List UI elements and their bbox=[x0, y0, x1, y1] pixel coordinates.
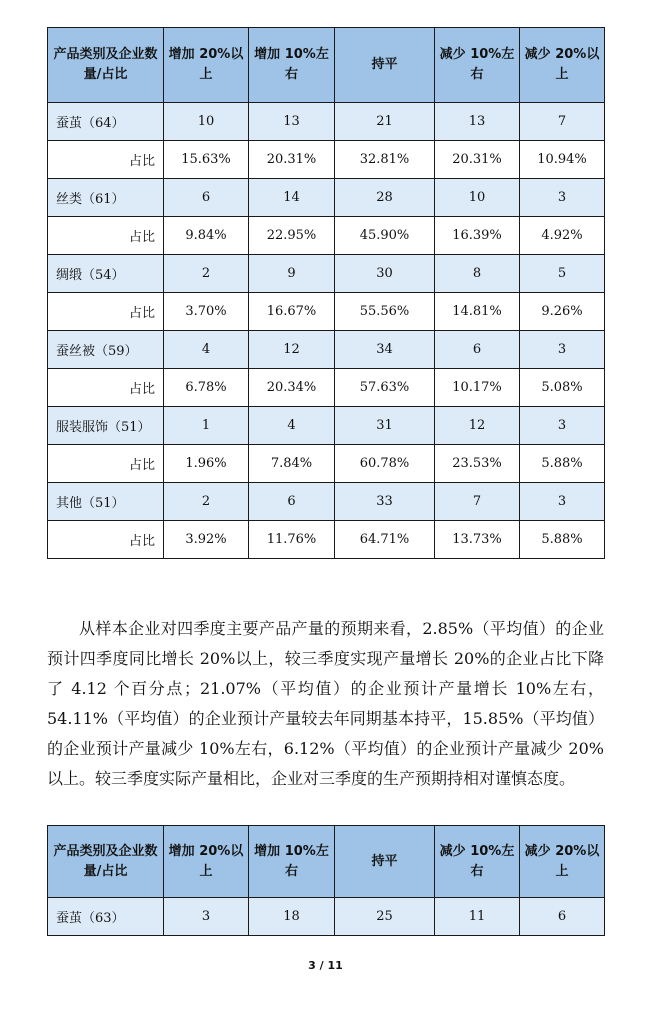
table-row bbox=[48, 445, 605, 483]
table-cell: 4 bbox=[164, 331, 249, 369]
table-cell: 32.81% bbox=[335, 141, 435, 179]
row-label: 绸缎（54） bbox=[48, 255, 164, 293]
table-cell: 5 bbox=[520, 255, 605, 293]
table-cell: 14 bbox=[249, 179, 335, 217]
table-cell: 12 bbox=[249, 331, 335, 369]
table-cell: 34 bbox=[335, 331, 435, 369]
table-row bbox=[48, 369, 605, 407]
table-cell: 64.71% bbox=[335, 521, 435, 559]
header-increase-20: 增加 20%以上 bbox=[164, 826, 249, 898]
table-cell: 7 bbox=[520, 103, 605, 141]
row-label: 蚕丝被（59） bbox=[48, 331, 164, 369]
table-row bbox=[48, 293, 605, 331]
table-cell: 3 bbox=[520, 179, 605, 217]
table-cell: 9.84% bbox=[164, 217, 249, 255]
table-cell: 9 bbox=[249, 255, 335, 293]
table-cell: 33 bbox=[335, 483, 435, 521]
table-cell: 60.78% bbox=[335, 445, 435, 483]
table-cell: 30 bbox=[335, 255, 435, 293]
table-cell: 3.92% bbox=[164, 521, 249, 559]
table-cell: 20.34% bbox=[249, 369, 335, 407]
table-cell: 3 bbox=[520, 331, 605, 369]
header-flat: 持平 bbox=[335, 826, 435, 898]
table-cell: 4.92% bbox=[520, 217, 605, 255]
table-cell: 57.63% bbox=[335, 369, 435, 407]
table-cell: 28 bbox=[335, 179, 435, 217]
table-row bbox=[48, 141, 605, 179]
table-cell: 6.78% bbox=[164, 369, 249, 407]
product-forecast-table-1 bbox=[47, 27, 605, 559]
row-label: 蚕茧（63） bbox=[48, 898, 164, 936]
page-number: 3 / 11 bbox=[308, 959, 343, 972]
header-decrease-20: 减少 20%以上 bbox=[520, 826, 605, 898]
table-row bbox=[48, 407, 605, 445]
table-cell: 1 bbox=[164, 407, 249, 445]
table-cell: 9.26% bbox=[520, 293, 605, 331]
table-cell: 21 bbox=[335, 103, 435, 141]
table-cell: 45.90% bbox=[335, 217, 435, 255]
header-decrease-20: 减少 20%以上 bbox=[520, 28, 605, 103]
table-cell: 12 bbox=[435, 407, 520, 445]
table-cell: 3.70% bbox=[164, 293, 249, 331]
table-cell: 13 bbox=[435, 103, 520, 141]
header-category: 产品类别及企业数量/占比 bbox=[48, 28, 164, 103]
table-cell: 8 bbox=[435, 255, 520, 293]
header-flat: 持平 bbox=[335, 28, 435, 103]
row-label: 蚕茧（64） bbox=[48, 103, 164, 141]
table-row bbox=[48, 217, 605, 255]
row-label: 服装服饰（51） bbox=[48, 407, 164, 445]
table-cell: 1.96% bbox=[164, 445, 249, 483]
row-label: 占比 bbox=[48, 521, 164, 559]
header-decrease-10: 减少 10%左右 bbox=[435, 28, 520, 103]
table-cell: 14.81% bbox=[435, 293, 520, 331]
table-body bbox=[48, 898, 605, 936]
header-increase-10: 增加 10%左右 bbox=[249, 28, 335, 103]
row-label: 占比 bbox=[48, 217, 164, 255]
table-cell: 13.73% bbox=[435, 521, 520, 559]
row-label: 占比 bbox=[48, 293, 164, 331]
table-cell: 31 bbox=[335, 407, 435, 445]
table-cell: 16.67% bbox=[249, 293, 335, 331]
header-category: 产品类别及企业数量/占比 bbox=[48, 826, 164, 898]
table-cell: 5.88% bbox=[520, 445, 605, 483]
table-row bbox=[48, 179, 605, 217]
analysis-paragraph: 从样本企业对四季度主要产品产量的预期来看，2.85%（平均值）的企业预计四季度同比增长 20%以上，较三季度实现产量增长 20%的企业占比下降了 4.12 个百分点；21.07%（平均值）的企业预计产量增长 10%左右，54.11%（平均值）的企业预计产量较去年同期基本持平，15.85%（平均值）的企业预计产量减少 10%左右，6.12%（平均值）的企业预计产量减少 20%以上。较三季度实际产量相比，企业对三季度的生产预期持相对谨慎态度。 bbox=[47, 619, 604, 788]
table-cell: 6 bbox=[249, 483, 335, 521]
table-cell: 11.76% bbox=[249, 521, 335, 559]
table-cell: 4 bbox=[249, 407, 335, 445]
table-cell: 10 bbox=[435, 179, 520, 217]
table-cell: 7 bbox=[435, 483, 520, 521]
table-cell: 5.88% bbox=[520, 521, 605, 559]
table-cell: 23.53% bbox=[435, 445, 520, 483]
row-label: 占比 bbox=[48, 141, 164, 179]
table-row bbox=[48, 103, 605, 141]
table-cell: 2 bbox=[164, 255, 249, 293]
table-row bbox=[48, 521, 605, 559]
header-decrease-10: 减少 10%左右 bbox=[435, 826, 520, 898]
table-cell: 6 bbox=[435, 331, 520, 369]
row-label: 占比 bbox=[48, 445, 164, 483]
table-cell: 3 bbox=[164, 898, 249, 936]
table-cell: 20.31% bbox=[435, 141, 520, 179]
table-cell: 10.17% bbox=[435, 369, 520, 407]
table-cell: 10.94% bbox=[520, 141, 605, 179]
table-cell: 11 bbox=[435, 898, 520, 936]
table-cell: 6 bbox=[520, 898, 605, 936]
row-label: 占比 bbox=[48, 369, 164, 407]
table-cell: 3 bbox=[520, 483, 605, 521]
table-cell: 20.31% bbox=[249, 141, 335, 179]
table-cell: 13 bbox=[249, 103, 335, 141]
table-cell: 15.63% bbox=[164, 141, 249, 179]
row-label: 丝类（61） bbox=[48, 179, 164, 217]
table-header-row bbox=[48, 826, 605, 898]
table-cell: 16.39% bbox=[435, 217, 520, 255]
table-cell: 22.95% bbox=[249, 217, 335, 255]
table-cell: 2 bbox=[164, 483, 249, 521]
header-increase-10: 增加 10%左右 bbox=[249, 826, 335, 898]
table-header-row bbox=[48, 28, 605, 103]
table-body bbox=[48, 103, 605, 559]
table-row bbox=[48, 331, 605, 369]
table-cell: 10 bbox=[164, 103, 249, 141]
product-forecast-table-2 bbox=[47, 825, 605, 936]
table-cell: 3 bbox=[520, 407, 605, 445]
table-cell: 25 bbox=[335, 898, 435, 936]
header-increase-20: 增加 20%以上 bbox=[164, 28, 249, 103]
table-cell: 55.56% bbox=[335, 293, 435, 331]
table-cell: 18 bbox=[249, 898, 335, 936]
row-label: 其他（51） bbox=[48, 483, 164, 521]
table-cell: 7.84% bbox=[249, 445, 335, 483]
table-row bbox=[48, 483, 605, 521]
table-cell: 5.08% bbox=[520, 369, 605, 407]
table-row bbox=[48, 898, 605, 936]
table-row bbox=[48, 255, 605, 293]
table-cell: 6 bbox=[164, 179, 249, 217]
